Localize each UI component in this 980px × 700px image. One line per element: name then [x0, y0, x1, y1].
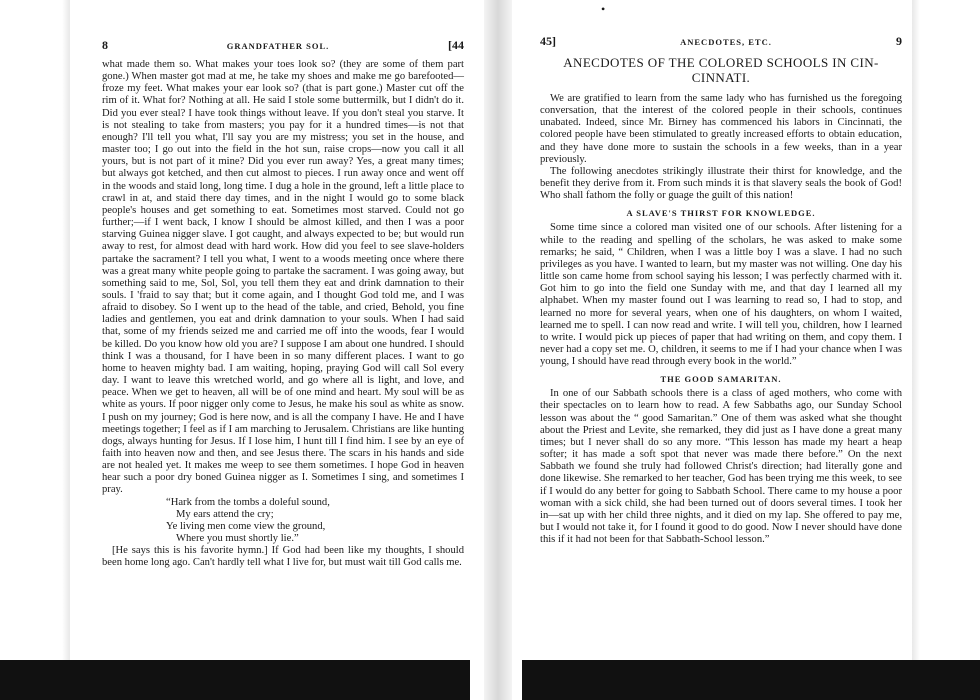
section-heading-good-samaritan: THE GOOD SAMARITAN.	[660, 374, 782, 385]
left-page-number: 8	[102, 38, 108, 52]
verse-line: “Hark from the tombs a doleful sound,	[166, 496, 330, 508]
section-slave-thirst	[540, 222, 902, 368]
verse-line: My ears attend the cry;	[176, 508, 274, 520]
section-paragraph: In one of our Sabbath schools there is a class of aged mothers, who come with their spectacles on to learn how to read. A few Sabbaths ago, our Sunday School lesson was about the “ good Samaritan.” One of them was asked what she thought about the Priest and Levite, she remarked, they did just as I have done a great many times; but I never shall do so any more. “This lesson has made my heart a heap softer; it has made a soft spot that never was made there before.” On the next Sabbath we found she truly had followed Christ's direction; had literally gone and done likewise. She remarked to her teacher, God has been trying me this week, to see if I would do any better for going to Sabbath School. There came to my house a poor woman with a sick child, she had been turned out of doors several times. I took her in—sat up with her child three nights, and it died on my lap. She offered to pay me, but I would not take it, for I found it good to do good. Now I never should have done this if it had not been for that Sabbath-School lesson.”	[540, 388, 902, 546]
left-book-page	[70, 0, 482, 700]
article-title-line: ANECDOTES OF THE COLORED SCHOOLS IN CIN-	[563, 55, 879, 70]
right-book-page	[518, 0, 910, 700]
section-heading-slave-thirst: A SLAVE'S THIRST FOR KNOWLEDGE.	[626, 208, 816, 219]
bottom-scan-border-left	[0, 660, 470, 700]
intro-text	[540, 93, 902, 202]
book-spine	[484, 0, 512, 700]
section-paragraph: Some time since a colored man visited one of our schools. After listening for a while to the reading and spelling of the scholars, he was asked to make some remarks; he said, “ Children, when I was a little boy I was a slave. I had no such privileges as you have. I wanted to learn, but my master was not willing. One day his little son came home from school saying his lesson; I was perfectly charmed with it. Got him to go into the field one Sunday with me, and that day I learned all my alphabet. When my master found out I was learning to read so, I had to stop, and learned no more for several years, when one of his daughters, on whom I waited, learned me to spell. I can now read and write. I will tell you, children, how I learned to write. I would pick up pieces of paper that had writing on them, and copy them. I never had a copy set me. O, children, it seems to me if I had your chance when I was young, I should have read through every book in the world.”	[540, 222, 902, 368]
left-closing-text	[102, 545, 464, 569]
left-body-text	[102, 59, 464, 497]
left-section-mark: [44	[448, 38, 464, 52]
left-running-title: GRANDFATHER SOL.	[226, 41, 330, 51]
left-running-head	[102, 38, 464, 53]
section-good-samaritan	[540, 388, 902, 546]
intro-paragraph: We are gratified to learn from the same lady who has furnished us the foregoing conversation, that the interest of the colored people in their schools, continues unabated. Indeed, since Mr. Birney has commenced his labors in Cincinnati, the colored people have been stimulated to greatly increased efforts to obtain education, and they have done more to sustain the schools in a few weeks, than in a year previously.	[540, 93, 902, 165]
right-section-mark: 45]	[540, 34, 556, 48]
right-running-title: ANECDOTES, ETC.	[680, 37, 772, 47]
left-closing-paragraph: [He says this is his favorite hymn.] If God had been like my thoughts, I should been home long ago. Can't hardly tell what I live for, but must wait till God calls me.	[102, 545, 464, 569]
hymn-verse	[166, 497, 464, 546]
bottom-scan-border-right	[522, 660, 980, 700]
right-page-number: 9	[895, 34, 902, 48]
left-page-edge-shadow	[62, 0, 70, 700]
verse-line: Ye living men come view the ground,	[166, 520, 326, 532]
left-paragraph: what made them so. What makes your toes look so? (they are some of them part gone.) When master got mad at me, he take my shoes and make me go barefooted—froze my feet. What makes your ear look so? (that is part gone.) Master cut off the rim of it. What for? Nothing at all. He said I stole some buttermilk, but I didn't do it. Did you ever steal? I have took things without leave. If you don't steal you starve. It is not stealing to take from masters; you pay for it a hundred times—is not that enough? I'll tell you what, I'll say you are my mistress; you set in the house, and master too; I go out into the field in the hot sun, raise crops—now you call it all yours, but is not part of it mine? Did you ever run away? Yes, a great many times; but always got ketched, and then cut almost to pieces. I run away once and went off in the woods and staid long, long time. I dug a hole in the ground, left a little place to crawl in at, and staid there day times, and in the night I would go to some black people's houses and get something to eat. Sometimes most starved. Could not go further;—if I went back, I know I should be almost killed, and then I was a poor starving Guinea nigger slave. I got caught, and always expected to be; but would run away to rest, for almost dead with hard work. How did you feel to see slave-holders partake the sacrament? I tell you what, I went to a woods meeting once where there was a great many white people going to partake the sacrament. I was going away, but something said to me, Sol, Sol, you tell them they eat and drink damnation to their souls. I 'fraid to say that; but it come again, and I thought God told me, and I was afraid to disobey. So I went up to the head of the table, and cried, Behold, you fine ladies and gentlemen, you eat and drink damnation to your souls. When I had said that, some of my friends seized me and carried me off into the woods, fear I would be killed. Do you know how old you are? I suppose I am about one hundred. I should think I was a thousand, for I have been in so many different places. I want to go home to heaven mighty bad. I am waiting, hoping, praying God will call Sol every day. I want to leave this wretched world, and go where all is light, and love, and peace. When we get to heaven, all will be of one mind and heart. My soul will be as white as yours. If poor nigger only come to Jesus, he make his soul as white as snow. I push on my journey; God is here now, and is all the company I have. He and I have meetings together; I feel as if I am marching to Jerusalem. Christians are like hunting dogs, always hunting for Jesus. If I lose him, I hunt till I find him. I see by an eye of faith into heaven now and then, and see Jesus there. The scars in his hands and side are not healed yet. It makes me weep to see them sometimes. I hope God in heaven hear such a poor dry boned Guinea nigger as I. Sometimes I sing, and sometimes I pray.	[102, 59, 464, 496]
right-running-head	[540, 34, 902, 49]
article-title-line: CINNATI.	[691, 70, 751, 85]
verse-line: Where you must shortly lie.”	[176, 533, 299, 545]
right-page-edge-shadow	[912, 0, 920, 700]
article-title	[540, 55, 902, 85]
intro-paragraph: The following anecdotes strikingly illustrate their thirst for knowledge, and the benefit they derive from it. From such minds it is that slavery seals the book of God! Who shall fathom the folly or guage the guilt of this nation!	[540, 165, 902, 202]
speck-mark: •	[601, 2, 606, 16]
